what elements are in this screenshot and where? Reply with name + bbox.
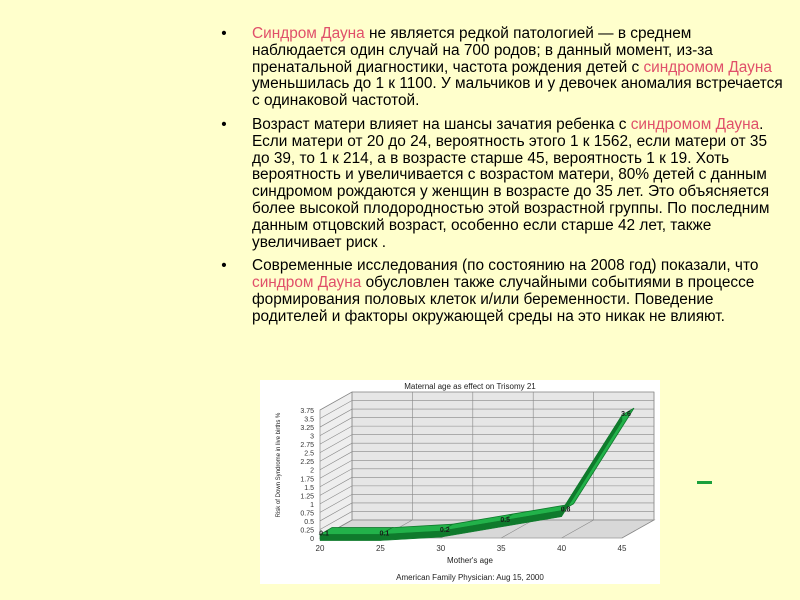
chart-back-wall [352,392,654,520]
bullet-item [218,258,788,325]
bullet-marker: • [221,257,227,275]
series-ribbon-edge [320,535,380,541]
data-label: 0.8 [560,506,571,514]
data-label: 0.2 [439,527,450,535]
text-block [218,26,788,333]
highlighted-term: синдром Дауна [252,274,362,292]
bullet-item [218,117,788,251]
chart-title: Maternal age as effect on Trisomy 21 [404,382,536,391]
data-label: 0.5 [500,516,511,524]
bullet-marker: • [221,25,227,42]
y-tick-label: 1 [310,501,314,509]
x-tick-label: 45 [617,544,627,553]
y-tick-label: 0.75 [300,510,314,518]
paragraph-text: обусловлен также случайными событиями в процессе формирования половых клеток и/или беременности. Поведение родителей и факторы окружающей среды на это никак не влияют. [252,274,755,325]
y-tick-label: 2.25 [300,459,314,467]
chart [260,380,660,584]
y-tick-label: 2.75 [300,442,314,450]
chart-side-wall [320,392,352,538]
bullet-item [218,26,788,110]
y-tick-label: 3.25 [300,425,314,433]
x-tick-label: 20 [315,544,325,553]
bullet-marker: • [221,115,227,133]
paragraph-text: уменьшилась до 1 к 1100. У мальчиков и у девочек аномалия встречается с одинаковой частотой. [252,75,783,110]
x-axis-label: Mother's age [447,556,493,565]
x-tick-label: 30 [436,544,446,553]
x-tick-label: 35 [496,544,506,553]
paragraph-text: не является редкой патологией — в среднем наблюдается один случай на 700 родов; в данный момент, из-за пренатальной диагностики, частота рождения детей с [252,25,713,76]
decorative-dash [697,481,712,484]
y-tick-label: 0 [310,536,314,543]
y-axis-label: Risk of Down Syndrome in live births % [276,412,282,518]
highlighted-term: синдромом Дауна [643,58,772,76]
paragraph-text: . Если матери от 20 до 24, вероятность этого 1 к 1562, если матери от 35 до 39, то 1 к 214, а в возрасте старше 45, вероятность 1 к 19. Хоть вероятность и увеличивается с возрастом матери, 80% детей с данным синдромом рождаются у женщин в возрасте до 35 лет. Это объясняется более высокой плодородностью этой возрастной группы. По последним данным отцовский возраст, особенно если старше 42 лет, также увеличивает риск . [252,115,770,251]
data-label: 3.6 [621,411,631,419]
y-tick-label: 1.75 [300,476,314,484]
x-tick-label: 25 [375,544,385,553]
y-tick-label: 3 [310,433,314,441]
y-tick-label: 2.5 [304,450,314,458]
y-tick-label: 1.5 [304,484,314,492]
y-tick-label: 2 [310,467,314,475]
x-tick-label: 40 [557,544,567,553]
chart-panel [260,380,660,584]
paragraph-text: Возраст матери влияет на шансы зачатия ребенка с [252,115,631,133]
y-tick-label: 3.75 [300,408,314,415]
y-tick-label: 0.5 [304,518,314,526]
data-label: 0.1 [379,530,390,538]
paragraph-text: Современные исследования (по состоянию на 2008 год) показали, что [252,257,759,275]
y-tick-label: 3.5 [304,416,314,424]
y-tick-label: 1.25 [300,493,314,501]
data-label: 0.1 [319,530,329,538]
highlighted-term: Синдром Дауна [252,25,365,42]
highlighted-term: синдромом Дауна [630,115,760,133]
y-tick-label: 0.25 [300,527,314,535]
chart-source: American Family Physician: Aug 15, 2000 [396,573,544,582]
